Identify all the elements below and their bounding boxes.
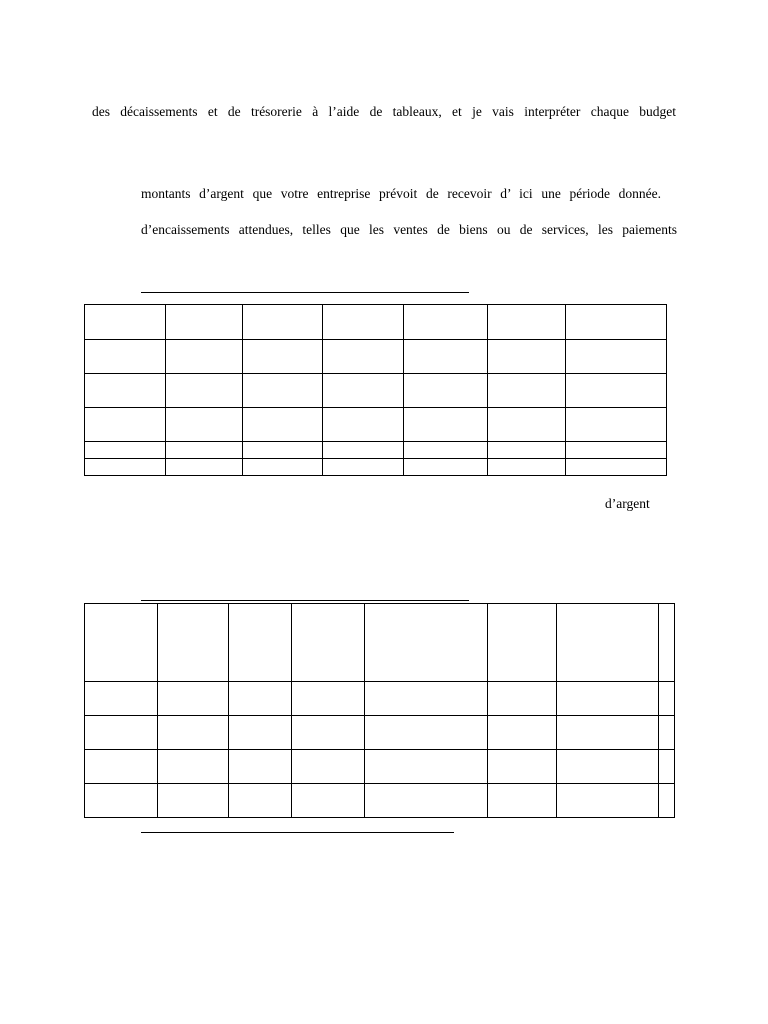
table-cell [566,442,667,459]
body-text-line: d’encaissements attendues, telles que les ventes de biens ou de services, les paiements [141,222,677,237]
table-cell [488,305,566,340]
table-cell [85,408,166,442]
table-cell [166,442,243,459]
table-row [85,750,675,784]
table-row [85,716,675,750]
table-cell [557,750,659,784]
table-row [85,340,667,374]
table-cell [229,750,292,784]
table-row [85,374,667,408]
table-cell [292,784,365,818]
table-cell [166,374,243,408]
table-cell [566,408,667,442]
table-cell [166,340,243,374]
table-cell [488,340,566,374]
table-cell [566,305,667,340]
table-cell [229,716,292,750]
table-cell [292,682,365,716]
table-cell [85,374,166,408]
body-text-line: montants d’argent que votre entreprise prévoit de recevoir d’ ici une période donnée. [141,186,661,201]
table-cell [365,750,488,784]
table-cell [659,682,675,716]
table-cell [85,750,158,784]
table-cell [488,442,566,459]
table-cell [158,784,229,818]
table-cell [323,340,404,374]
table-cell [166,305,243,340]
table-cell [557,604,659,682]
table-row [85,784,675,818]
table-cell [243,340,323,374]
table-cell [323,442,404,459]
table-cell [557,682,659,716]
table-cell [292,716,365,750]
table-cell [323,408,404,442]
table-cell [229,682,292,716]
underline-rule [141,600,469,601]
table-cell [365,682,488,716]
table-cell [229,784,292,818]
table-cell [365,716,488,750]
empty-table [84,304,667,476]
table-cell [292,750,365,784]
table-cell [229,604,292,682]
underline-rule [141,292,469,293]
table-cell [566,459,667,476]
table-cell [404,340,488,374]
table-cell [659,750,675,784]
table-cell [292,604,365,682]
table-cell [243,305,323,340]
table-cell [365,784,488,818]
table-row [85,604,675,682]
table-cell [557,716,659,750]
body-text-fragment: d’argent [605,496,650,511]
table-cell [158,604,229,682]
table-cell [488,750,557,784]
table-cell [404,459,488,476]
table-cell [404,408,488,442]
table-cell [243,408,323,442]
table-cell [323,305,404,340]
table-cell [85,442,166,459]
table-cell [85,716,158,750]
table-cell [659,716,675,750]
table-cell [488,682,557,716]
table-cell [85,305,166,340]
table-cell [166,408,243,442]
table-cell [404,305,488,340]
table-row [85,459,667,476]
table-cell [488,374,566,408]
table-row [85,682,675,716]
table-cell [488,784,557,818]
empty-table [84,603,675,818]
body-text-line: des décaissements et de trésorerie à l’aide de tableaux, et je vais interpréter chaque budget [92,104,676,119]
table-cell [158,682,229,716]
table-row [85,442,667,459]
table-row [85,408,667,442]
table-cell [566,340,667,374]
table-cell [158,750,229,784]
table-cell [488,408,566,442]
table-cell [404,374,488,408]
table-cell [85,682,158,716]
table-cell [323,459,404,476]
table-cell [404,442,488,459]
table-cell [243,442,323,459]
table-cell [85,340,166,374]
table-cell [365,604,488,682]
table-cell [323,374,404,408]
table-cell [557,784,659,818]
table-cell [243,374,323,408]
table-cell [85,459,166,476]
table-cell [659,784,675,818]
table-cell [488,459,566,476]
table-cell [566,374,667,408]
table-row [85,305,667,340]
table-cell [488,604,557,682]
table-cell [85,784,158,818]
table-cell [85,604,158,682]
underline-rule [141,832,454,833]
table-cell [488,716,557,750]
table-cell [659,604,675,682]
table-cell [243,459,323,476]
table-cell [158,716,229,750]
table-cell [166,459,243,476]
